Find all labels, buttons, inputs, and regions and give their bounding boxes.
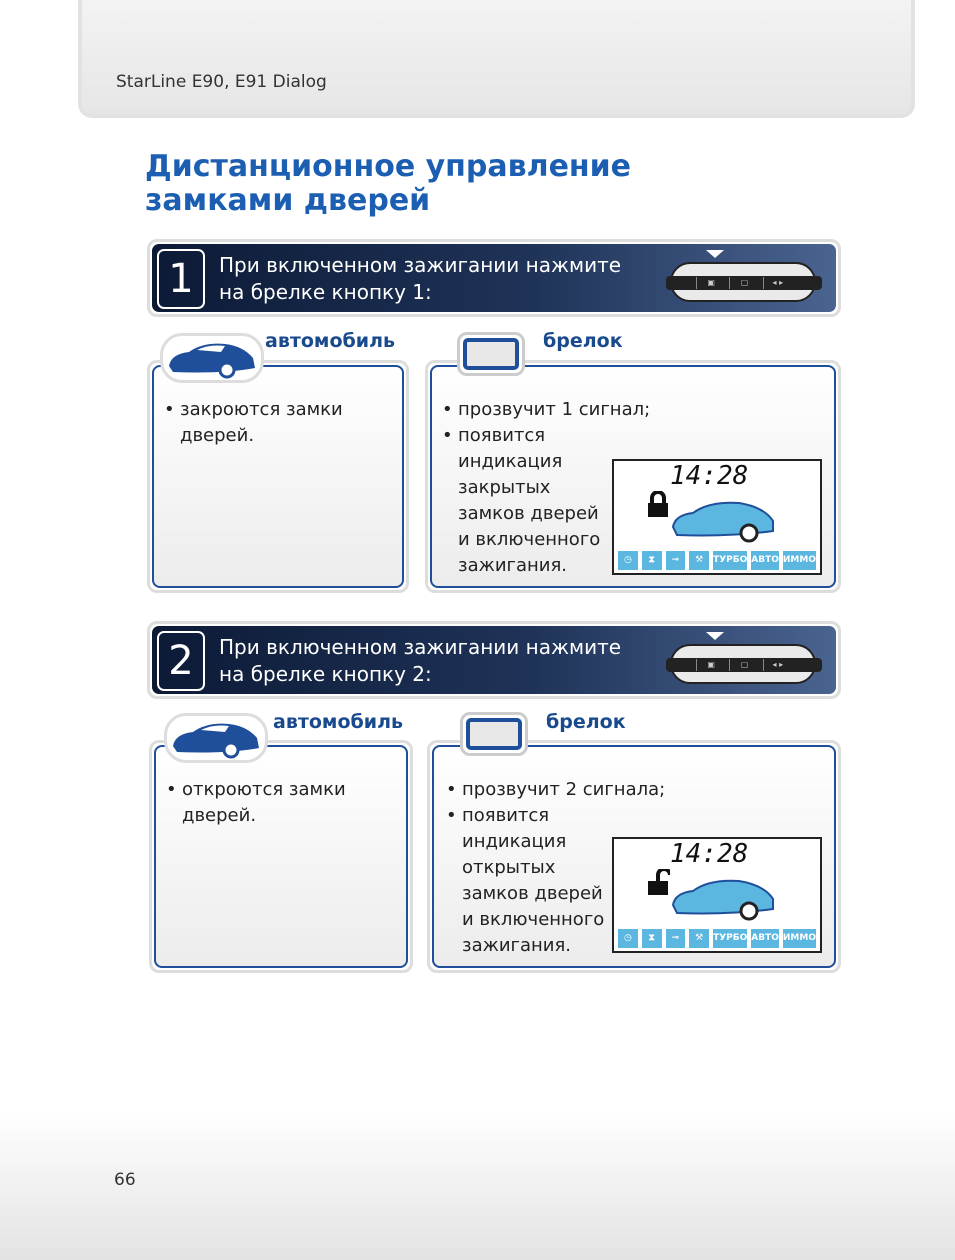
key-fob-icon: ▣ ▢ ◂ ▸ xyxy=(670,262,816,302)
page-header xyxy=(78,0,915,118)
lcd-time: 14:28 xyxy=(670,461,749,491)
auto-icon: АВТО xyxy=(751,929,779,948)
hourglass-icon: ⧗ xyxy=(642,929,662,948)
lcd-status-icons xyxy=(618,929,816,948)
pointer-icon xyxy=(706,250,724,258)
wrench-icon: ⚒ xyxy=(689,551,709,570)
page-footer xyxy=(0,1110,955,1260)
auto-icon: АВТО xyxy=(751,551,779,570)
car-label: автомобиль xyxy=(273,711,404,733)
fob-label: брелок xyxy=(543,330,623,352)
lcd-status-icons xyxy=(618,551,816,570)
turbo-icon: ТУРБО xyxy=(713,551,747,570)
title-line: Дистанционное управление xyxy=(145,149,632,184)
product-name: StarLine E90, E91 Dialog xyxy=(116,72,327,92)
step-number: 2 xyxy=(157,631,205,691)
page-number: 66 xyxy=(114,1170,136,1190)
lcd-display xyxy=(612,837,822,953)
list-item: • откроются замки дверей. xyxy=(166,777,386,829)
car-icon xyxy=(164,713,268,763)
lock-closed-icon xyxy=(646,491,670,517)
fob-screen-icon xyxy=(460,712,528,756)
fob-panel xyxy=(425,360,841,593)
car-icon xyxy=(669,493,779,543)
lcd-time: 14:28 xyxy=(670,839,749,869)
car-label: автомобиль xyxy=(265,330,396,352)
wrench-icon: ⚒ xyxy=(689,929,709,948)
hourglass-icon: ⧗ xyxy=(642,551,662,570)
list-item: • прозвучит 1 сигнал; xyxy=(442,397,662,423)
fob-panel xyxy=(427,740,841,973)
fob-screen-icon xyxy=(457,332,525,376)
list-item: • появится индикация закрытых замков дверей и включенного зажигания. xyxy=(442,423,602,579)
pointer-icon xyxy=(706,632,724,640)
car-result-list xyxy=(166,777,386,829)
immo-icon: ИММО xyxy=(783,551,816,570)
car-icon xyxy=(160,333,264,383)
step-instruction: При включенном зажигании нажмите на брелке кнопку 2: xyxy=(219,635,622,686)
fob-label: брелок xyxy=(546,711,626,733)
car-panel xyxy=(147,360,409,593)
title-line: замками дверей xyxy=(145,183,431,218)
step-2-bar xyxy=(147,621,841,699)
lcd-display xyxy=(612,459,822,575)
clock-icon: ◷ xyxy=(618,551,638,570)
list-item: • появится индикация открытых замков дверей и включенного зажигания. xyxy=(446,803,606,959)
car-panel xyxy=(149,740,413,973)
thermometer-icon: ⊸ xyxy=(666,929,686,948)
step-instruction: При включенном зажигании нажмите на брелке кнопку 1: xyxy=(219,253,622,304)
immo-icon: ИММО xyxy=(783,929,816,948)
list-item: • закроются замки дверей. xyxy=(164,397,384,449)
car-result-list xyxy=(164,397,384,449)
key-fob-icon: ▣ ▢ ◂ ▸ xyxy=(670,644,816,684)
car-icon xyxy=(669,871,779,921)
turbo-icon: ТУРБО xyxy=(713,929,747,948)
clock-icon: ◷ xyxy=(618,929,638,948)
lock-open-icon xyxy=(646,869,670,895)
thermometer-icon: ⊸ xyxy=(666,551,686,570)
step-1-bar xyxy=(147,239,841,317)
page-title xyxy=(145,150,631,218)
step-number: 1 xyxy=(157,249,205,309)
list-item: • прозвучит 2 сигнала; xyxy=(446,777,666,803)
